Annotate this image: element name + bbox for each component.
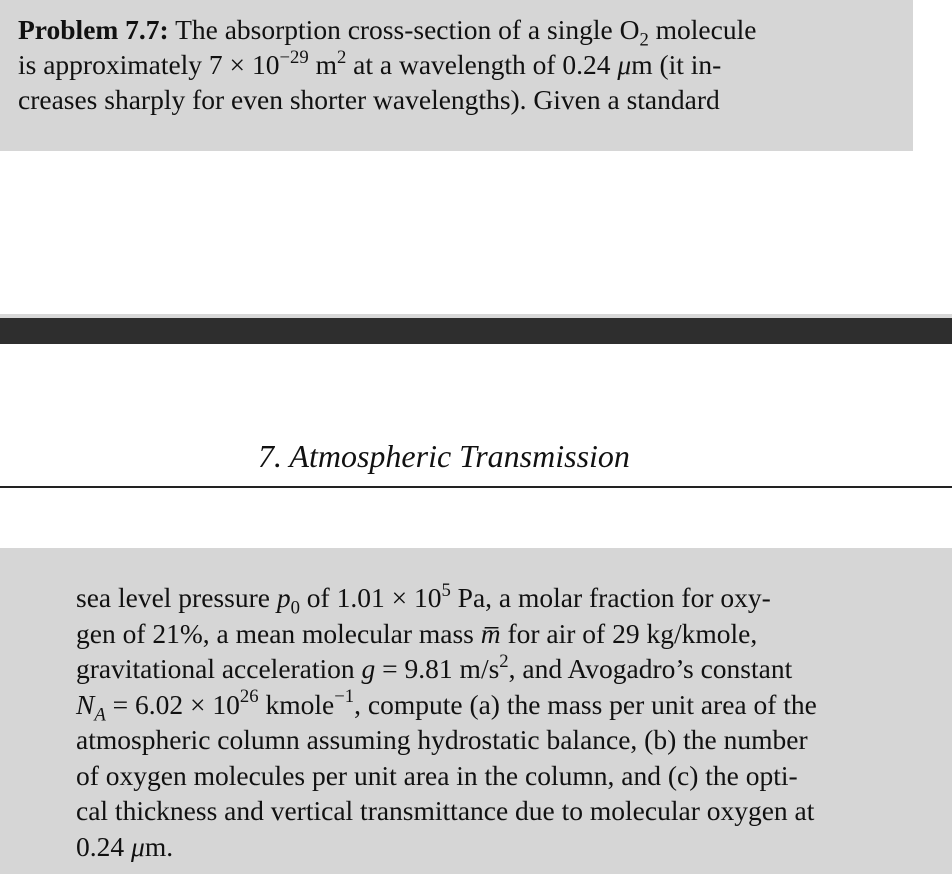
- problem-statement-text: [18, 12, 888, 117]
- continuation-line-1: sea level pressure $p_0$ of $1.01 \times 10^5$ Pa, a molar fraction for oxy-: [76, 579, 771, 619]
- continuation-text: [76, 580, 942, 864]
- page-break-bar: [0, 318, 952, 344]
- chapter-header: 7. Atmospheric Transmission: [258, 438, 630, 474]
- problem-line-3: creases sharply for even shorter wavelengths). Given a standard: [18, 84, 720, 115]
- continuation-line-7: cal thickness and vertical transmittance due to molecular oxygen at: [76, 795, 815, 826]
- continuation-line-8: 0.24 μm.: [76, 830, 174, 862]
- continuation-line-4: $N_A = 6.02 \times 10^{26}$ kmole$^{-1}$, compute (a) the mass per unit area of the: [76, 686, 817, 725]
- continuation-line-2: gen of 21%, a mean molecular mass m̅ for air of 29 kg/kmole,: [76, 617, 758, 649]
- continuation-line-3: gravitational acceleration g = 9.81 $m/s^2$, and Avogadro’s constant: [76, 650, 793, 684]
- problem-line-1: Problem 7.7: The absorption cross-section of a single $O_2$ molecule: [18, 14, 757, 51]
- header-rule: [0, 486, 952, 488]
- problem-line-2: is approximately $7 \times 10^{-29}$ $m^2$ at a wavelength of 0.24 μm (it in-: [18, 46, 722, 80]
- problem-label: Problem 7.7:: [18, 14, 169, 45]
- continuation-line-5: atmospheric column assuming hydrostatic balance, (b) the number: [76, 724, 808, 755]
- continuation-line-6: of oxygen molecules per unit area in the column, and (c) the opti-: [76, 759, 798, 791]
